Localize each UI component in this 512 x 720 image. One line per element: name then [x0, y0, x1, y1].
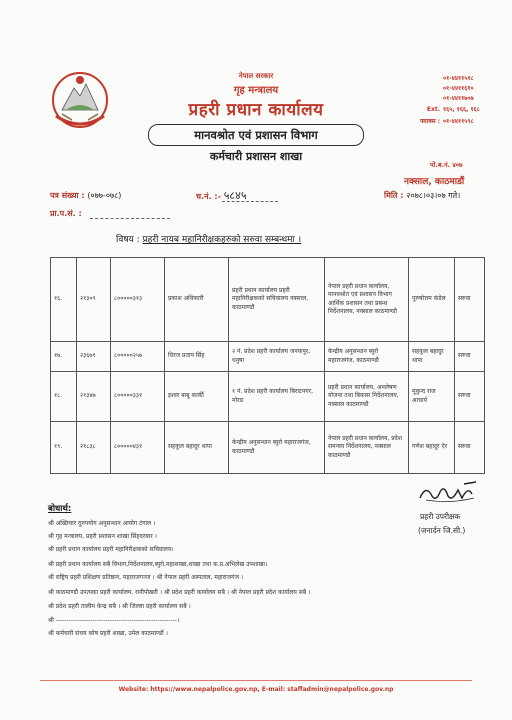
- location: नक्साल, काठमाडौं: [404, 177, 465, 187]
- row-name: धिरज प्रताप सिंह: [165, 342, 229, 372]
- row-serial: १८.: [51, 372, 77, 422]
- row-id: ८०००००२५७: [111, 342, 165, 372]
- ext-line: Ext. १६५, १६६, १६८: [426, 106, 480, 113]
- row-from-office: १ नं. प्रदेश प्रहरी कार्यालय बिराटनगर, मोरङ: [229, 372, 325, 422]
- phone-2: ०१-४४११६१०: [443, 85, 474, 92]
- row-status: सरुवा: [455, 372, 485, 422]
- row-status: सरुवा: [455, 258, 485, 342]
- table-row: [51, 342, 485, 372]
- signatory-title: प्रहरी उपरीक्षक: [420, 512, 461, 521]
- bodhartha-item: श्री --------------------------------------------------------।: [48, 617, 180, 624]
- row-replacement: मुकुन्द राज आचार्य: [409, 372, 455, 422]
- table-row: [51, 422, 485, 474]
- office-title: प्रहरी प्रधान कार्यालय: [188, 100, 324, 120]
- bodhartha-item: श्री प्रदेश प्रहरी तालीम केन्द्र सबै । श्री जिल्ला प्रहरी कार्यालय सबै ।: [48, 603, 191, 610]
- miti: मिति : २०७८।०३।०७ गते।: [384, 191, 461, 200]
- chalani-underline: [222, 201, 278, 202]
- row-status: सरुवा: [455, 342, 485, 372]
- row-to-office: नेपाल प्रहरी प्रधान कार्यालय, मानवश्रोत एवं प्रशासन विभाग आर्थिक प्रशासन तथा प्रबन्ध निर्देशनालय, नक्साल काठमाण्डौ: [325, 258, 409, 342]
- row-serial: १६.: [51, 258, 77, 342]
- row-replacement: गणेश बहादुर ऐर: [409, 422, 455, 474]
- row-status: सरुवा: [455, 422, 485, 474]
- department-title: मानवश्रोत एवं प्रशासन विभाग: [148, 124, 364, 146]
- row-replacement: सहकुल बहादुर थापा: [409, 342, 455, 372]
- row-replacement: पुरुषोत्तम कंडेल: [409, 258, 455, 342]
- table-row: [51, 258, 485, 342]
- bodhartha-item: श्री प्रहरी प्रधान कार्यालय प्रहरी महानिरीक्षकको सचिवालय।: [48, 546, 174, 553]
- phone-3: ०१-४४११७०७: [443, 95, 474, 102]
- phone-1: ०१-४४११५१८: [443, 75, 474, 82]
- fax-line: फ्याक्स : ०१-४४११५९८: [419, 118, 474, 125]
- row-id: ८०००००३३१: [111, 372, 165, 422]
- signature-mark: [416, 480, 480, 506]
- table-row: [51, 372, 485, 422]
- bodhartha-item: श्री गृह मन्त्रालय, प्रहरी प्रशासन शाखा सिंहदरबार ।: [48, 533, 157, 540]
- row-id: ८०००००४३१: [111, 422, 165, 474]
- bodhartha-item: श्री राष्ट्रिय प्रहरी प्रशिक्षण प्रतिष्ठान, महाराजगञ्ज । श्री नेपाल प्रहरी अस्पताल, महाराजगंज ।: [48, 574, 244, 581]
- po-box: पो.ब.नं. ४०७: [430, 161, 463, 169]
- row-from-office: २ नं. प्रदेश प्रहरी कार्यालय जनकपुर, धनुषा: [229, 342, 325, 372]
- row-to-office: नेपाल प्रहरी प्रधान कार्यालय, प्रदेश समन्वय निर्देशनालय, नक्साल काठमाण्डौ: [325, 422, 409, 474]
- row-serial: १९.: [51, 422, 77, 474]
- row-code: २३६७१: [77, 342, 111, 372]
- row-name: सहकुल बहादुर थापा: [165, 422, 229, 474]
- signatory-name: (जनार्दन जि.सी.): [418, 526, 466, 535]
- chalani-number: च.नं. :- ५८४५: [196, 189, 247, 202]
- row-name: इश्वर बाबु कार्की: [165, 372, 229, 422]
- patra-sankhya: पत्र संख्या : (०७७-०७८): [50, 191, 122, 200]
- row-to-office: केन्द्रीय अनुसन्धान ब्युरो महाराजगंज, काठमाण्डौ: [325, 342, 409, 372]
- bodhartha-item: श्री अख्तियार दुरुपयोग अनुसन्धान आयोग टंगाल ।: [48, 520, 156, 527]
- row-to-office: प्रहरी प्रधान कार्यालय, अनलेषण योजना तथा बिकास निर्देशनालय, नक्साल काठमाण्डौ: [325, 372, 409, 422]
- row-from-office: केन्द्रीय अनुसन्धान ब्युरो महाराजगंज, काठमाण्डौ: [229, 422, 325, 474]
- row-code: २१३०९: [77, 258, 111, 342]
- bodhartha-item: श्री प्रहरी प्रधान कार्यालय सबै विभाग,निर्देशनालय,ब्युरो,महाशाखा,शाखा तथा क.प्र.अभिलेख उपशाखा।: [48, 561, 268, 568]
- bodhartha-item: श्री काठमाण्डौ उपत्यका प्रहरी कार्यालय, रानीपोखरी । श्री प्रदेश प्रहरी कार्यालय सबै । श्री नेपाल प्रहरी प्रदेश कार्यालय सबै ।: [48, 589, 311, 596]
- ministry-title: गृह मन्त्रालय: [233, 85, 279, 96]
- section-title: कर्मचारी प्रशासन शाखा: [209, 150, 303, 163]
- pra-pa-underline: [90, 218, 170, 219]
- row-name: प्रकाश अधिकारी: [165, 258, 229, 342]
- bodhartha-title: बोधार्थ:: [48, 504, 72, 514]
- transfer-table: [50, 257, 485, 474]
- row-serial: १७.: [51, 342, 77, 372]
- subject-line: विषय : प्रहरी नायब महानिरीक्षकहरुको सरुवा सम्बन्धमा ।: [116, 235, 302, 245]
- row-from-office: प्रहरी प्रधान कार्यालय प्रहरी महानिरीक्षकको सचिवालय नक्साल, काठमाण्डौ: [229, 258, 325, 342]
- pra-pa-sam: प्रा.प.सं. :: [50, 209, 82, 218]
- row-id: ८०००००३१३: [111, 258, 165, 342]
- footer-contact: Website: https://www.nepalpolice.gov.np, E-mail: staffadmin@nepalpolice.gov.np: [118, 686, 394, 693]
- bodhartha-item: श्री कर्मचारी संचय कोष प्रहरी शाखा, उमेल काठमाण्डौं ।: [48, 630, 168, 637]
- row-code: २१३४७: [77, 372, 111, 422]
- footer-divider: [40, 680, 472, 681]
- row-code: २१८३८: [77, 422, 111, 474]
- govt-label: नेपाल सरकार: [238, 72, 274, 80]
